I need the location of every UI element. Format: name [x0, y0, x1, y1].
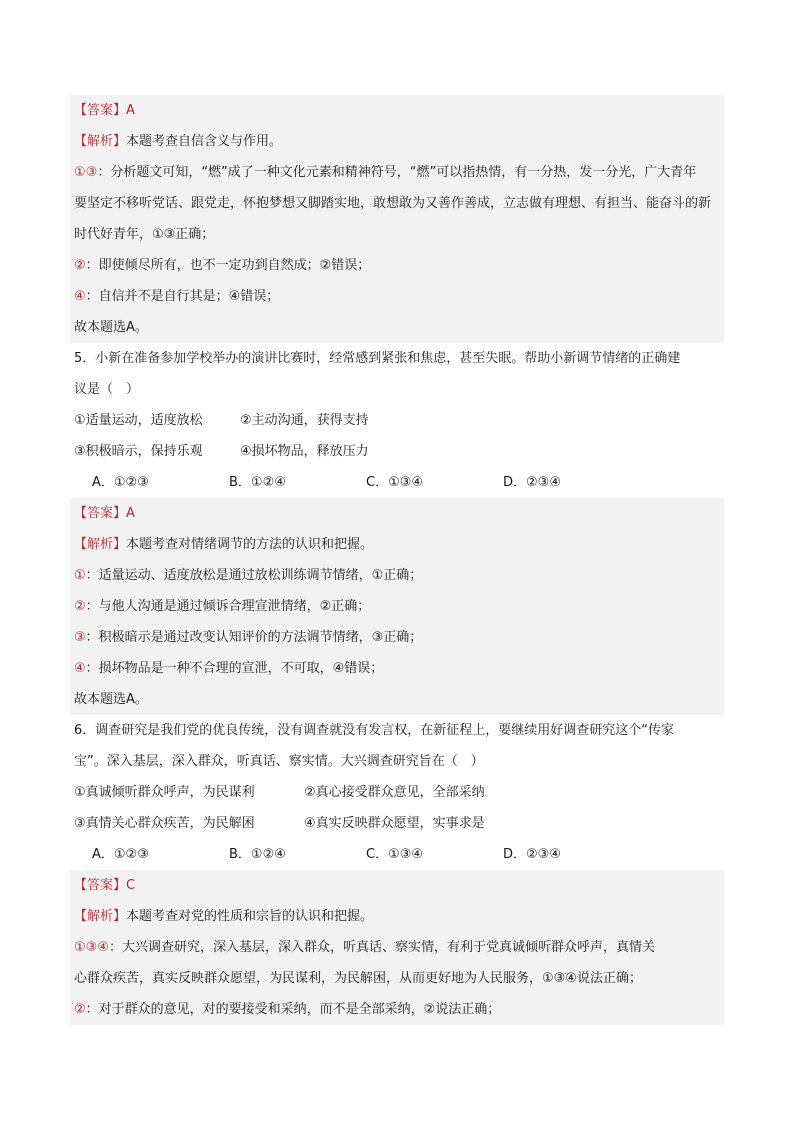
analysis-conclusion: 故本题选A。	[74, 692, 148, 707]
analysis-conclusion: 故本题选A。	[74, 320, 148, 335]
choice-a: A．①②③	[92, 475, 149, 490]
question-items-row	[70, 777, 724, 808]
answer-line	[70, 95, 724, 126]
analysis-text: ：与他人沟通是通过倾诉合理宣泄情绪，②正确；	[85, 599, 371, 614]
question-item: ①真诚倾听群众呼声，为民谋利	[74, 785, 255, 800]
analysis-text: 时代好青年，①③正确；	[74, 227, 215, 242]
analysis-line	[70, 994, 724, 1025]
question-item: ②主动沟通，获得支持	[240, 413, 369, 428]
analysis-text: ：分析题文可知，“燃”成了一种文化元素和精神符号，“燃”可以指热情，有一分热，发一分光，广大青年	[97, 165, 697, 180]
analysis-text: ：损坏物品是一种不合理的宣泄，不可取，④错误；	[85, 661, 384, 676]
analysis-intro-line	[70, 126, 724, 157]
answer-label: 【答案】	[74, 103, 127, 118]
analysis-intro: 本题考查对党的性质和宗旨的认识和把握。	[126, 909, 374, 924]
analysis-text: ：自信并不是自行其是；④错误；	[85, 289, 280, 304]
question-item: ④真实反映群众愿望，实事求是	[304, 816, 485, 831]
document-page	[70, 95, 724, 1025]
choice-c: C．①③④	[366, 475, 424, 490]
analysis-text: ：即使倾尽所有，也不一定功到自然成；②错误；	[85, 258, 371, 273]
choice-c: C．①③④	[366, 847, 424, 862]
question-choices-row	[70, 467, 724, 498]
choice-d: D．②③④	[503, 847, 561, 862]
analysis-intro: 本题考查自信含义与作用。	[126, 134, 283, 149]
question-choices-row	[70, 839, 724, 870]
analysis-label: 【解析】	[74, 537, 127, 552]
analysis-label: 【解析】	[74, 134, 127, 149]
analysis-mark: ①	[74, 568, 86, 583]
analysis-line	[70, 622, 724, 653]
question-item: ③真情关心群众疾苦，为民解困	[74, 816, 255, 831]
question-item: ①适量运动，适度放松	[74, 413, 203, 428]
analysis-text: ：适量运动、适度放松是通过放松训练调节情绪，①正确；	[85, 568, 423, 583]
answer-line	[70, 498, 724, 529]
question-items-row	[70, 808, 724, 839]
question-stem: 6．调查研究是我们党的优良传统，没有调查就没有发言权，在新征程上，要继续用好调查研究这个“传家	[74, 723, 675, 738]
analysis-line	[70, 932, 724, 963]
analysis-line	[70, 219, 724, 250]
answer-line	[70, 870, 724, 901]
question-stem: 议是（ ）	[74, 382, 140, 397]
analysis-mark: ②	[74, 599, 86, 614]
question-stem: 宝”。深入基层，深入群众，听真话、察实情。大兴调查研究旨在（ ）	[74, 754, 484, 769]
analysis-line	[70, 250, 724, 281]
analysis-mark: ④	[74, 289, 86, 304]
choice-b: B．①②④	[229, 847, 286, 862]
analysis-line	[70, 560, 724, 591]
question-items-row	[70, 405, 724, 436]
analysis-line	[70, 188, 724, 219]
analysis-mark: ③	[74, 630, 86, 645]
analysis-intro-line	[70, 529, 724, 560]
analysis-line	[70, 591, 724, 622]
analysis-mark: ②	[74, 258, 86, 273]
analysis-text: ：积极暗示是通过改变认知评价的方法调节情绪，③正确；	[85, 630, 423, 645]
answer-value: A	[126, 506, 135, 521]
analysis-intro: 本题考查对情绪调节的方法的认识和把握。	[126, 537, 374, 552]
answer-label: 【答案】	[74, 506, 127, 521]
analysis-text: ：大兴调查研究，深入基层，深入群众，听真话、察实情，有利于党真诚倾听群众呼声，真情关	[108, 940, 655, 955]
question-items-row	[70, 436, 724, 467]
analysis-mark: ①③	[74, 165, 98, 180]
analysis-intro-line	[70, 901, 724, 932]
answer-value: A	[126, 103, 135, 118]
question-stem: 5．小新在准备参加学校举办的演讲比赛时，经常感到紧张和焦虑，甚至失眠。帮助小新调节情绪的正确建	[74, 351, 681, 366]
analysis-line	[70, 653, 724, 684]
answer-block-q6	[70, 870, 724, 1025]
analysis-mark: ④	[74, 661, 86, 676]
question-6	[70, 715, 724, 870]
question-item: ②真心接受群众意见，全部采纳	[304, 785, 485, 800]
analysis-label: 【解析】	[74, 909, 127, 924]
choice-a: A．①②③	[92, 847, 149, 862]
answer-block-q4	[70, 95, 724, 343]
choice-d: D．②③④	[503, 475, 561, 490]
question-5	[70, 343, 724, 498]
analysis-line	[70, 963, 724, 994]
question-item: ③积极暗示，保持乐观	[74, 444, 203, 459]
answer-value: C	[126, 878, 136, 893]
question-item: ④损坏物品，释放压力	[240, 444, 369, 459]
analysis-line	[70, 281, 724, 312]
answer-label: 【答案】	[74, 878, 127, 893]
analysis-mark: ②	[74, 1002, 86, 1017]
analysis-line	[70, 157, 724, 188]
choice-b: B．①②④	[229, 475, 286, 490]
answer-block-q5	[70, 498, 724, 715]
analysis-text: 心群众疾苦，真实反映群众愿望，为民谋利，为民解困，从而更好地为人民服务，①③④说法正确；	[74, 971, 642, 986]
analysis-text: 要坚定不移听党话、跟党走，怀抱梦想又脚踏实地，敢想敢为又善作善成，立志做有理想、有担当、能奋斗的新	[74, 196, 712, 211]
analysis-text: ：对于群众的意见，对的要接受和采纳，而不是全部采纳，②说法正确；	[85, 1002, 501, 1017]
analysis-mark: ①③④	[74, 940, 109, 955]
